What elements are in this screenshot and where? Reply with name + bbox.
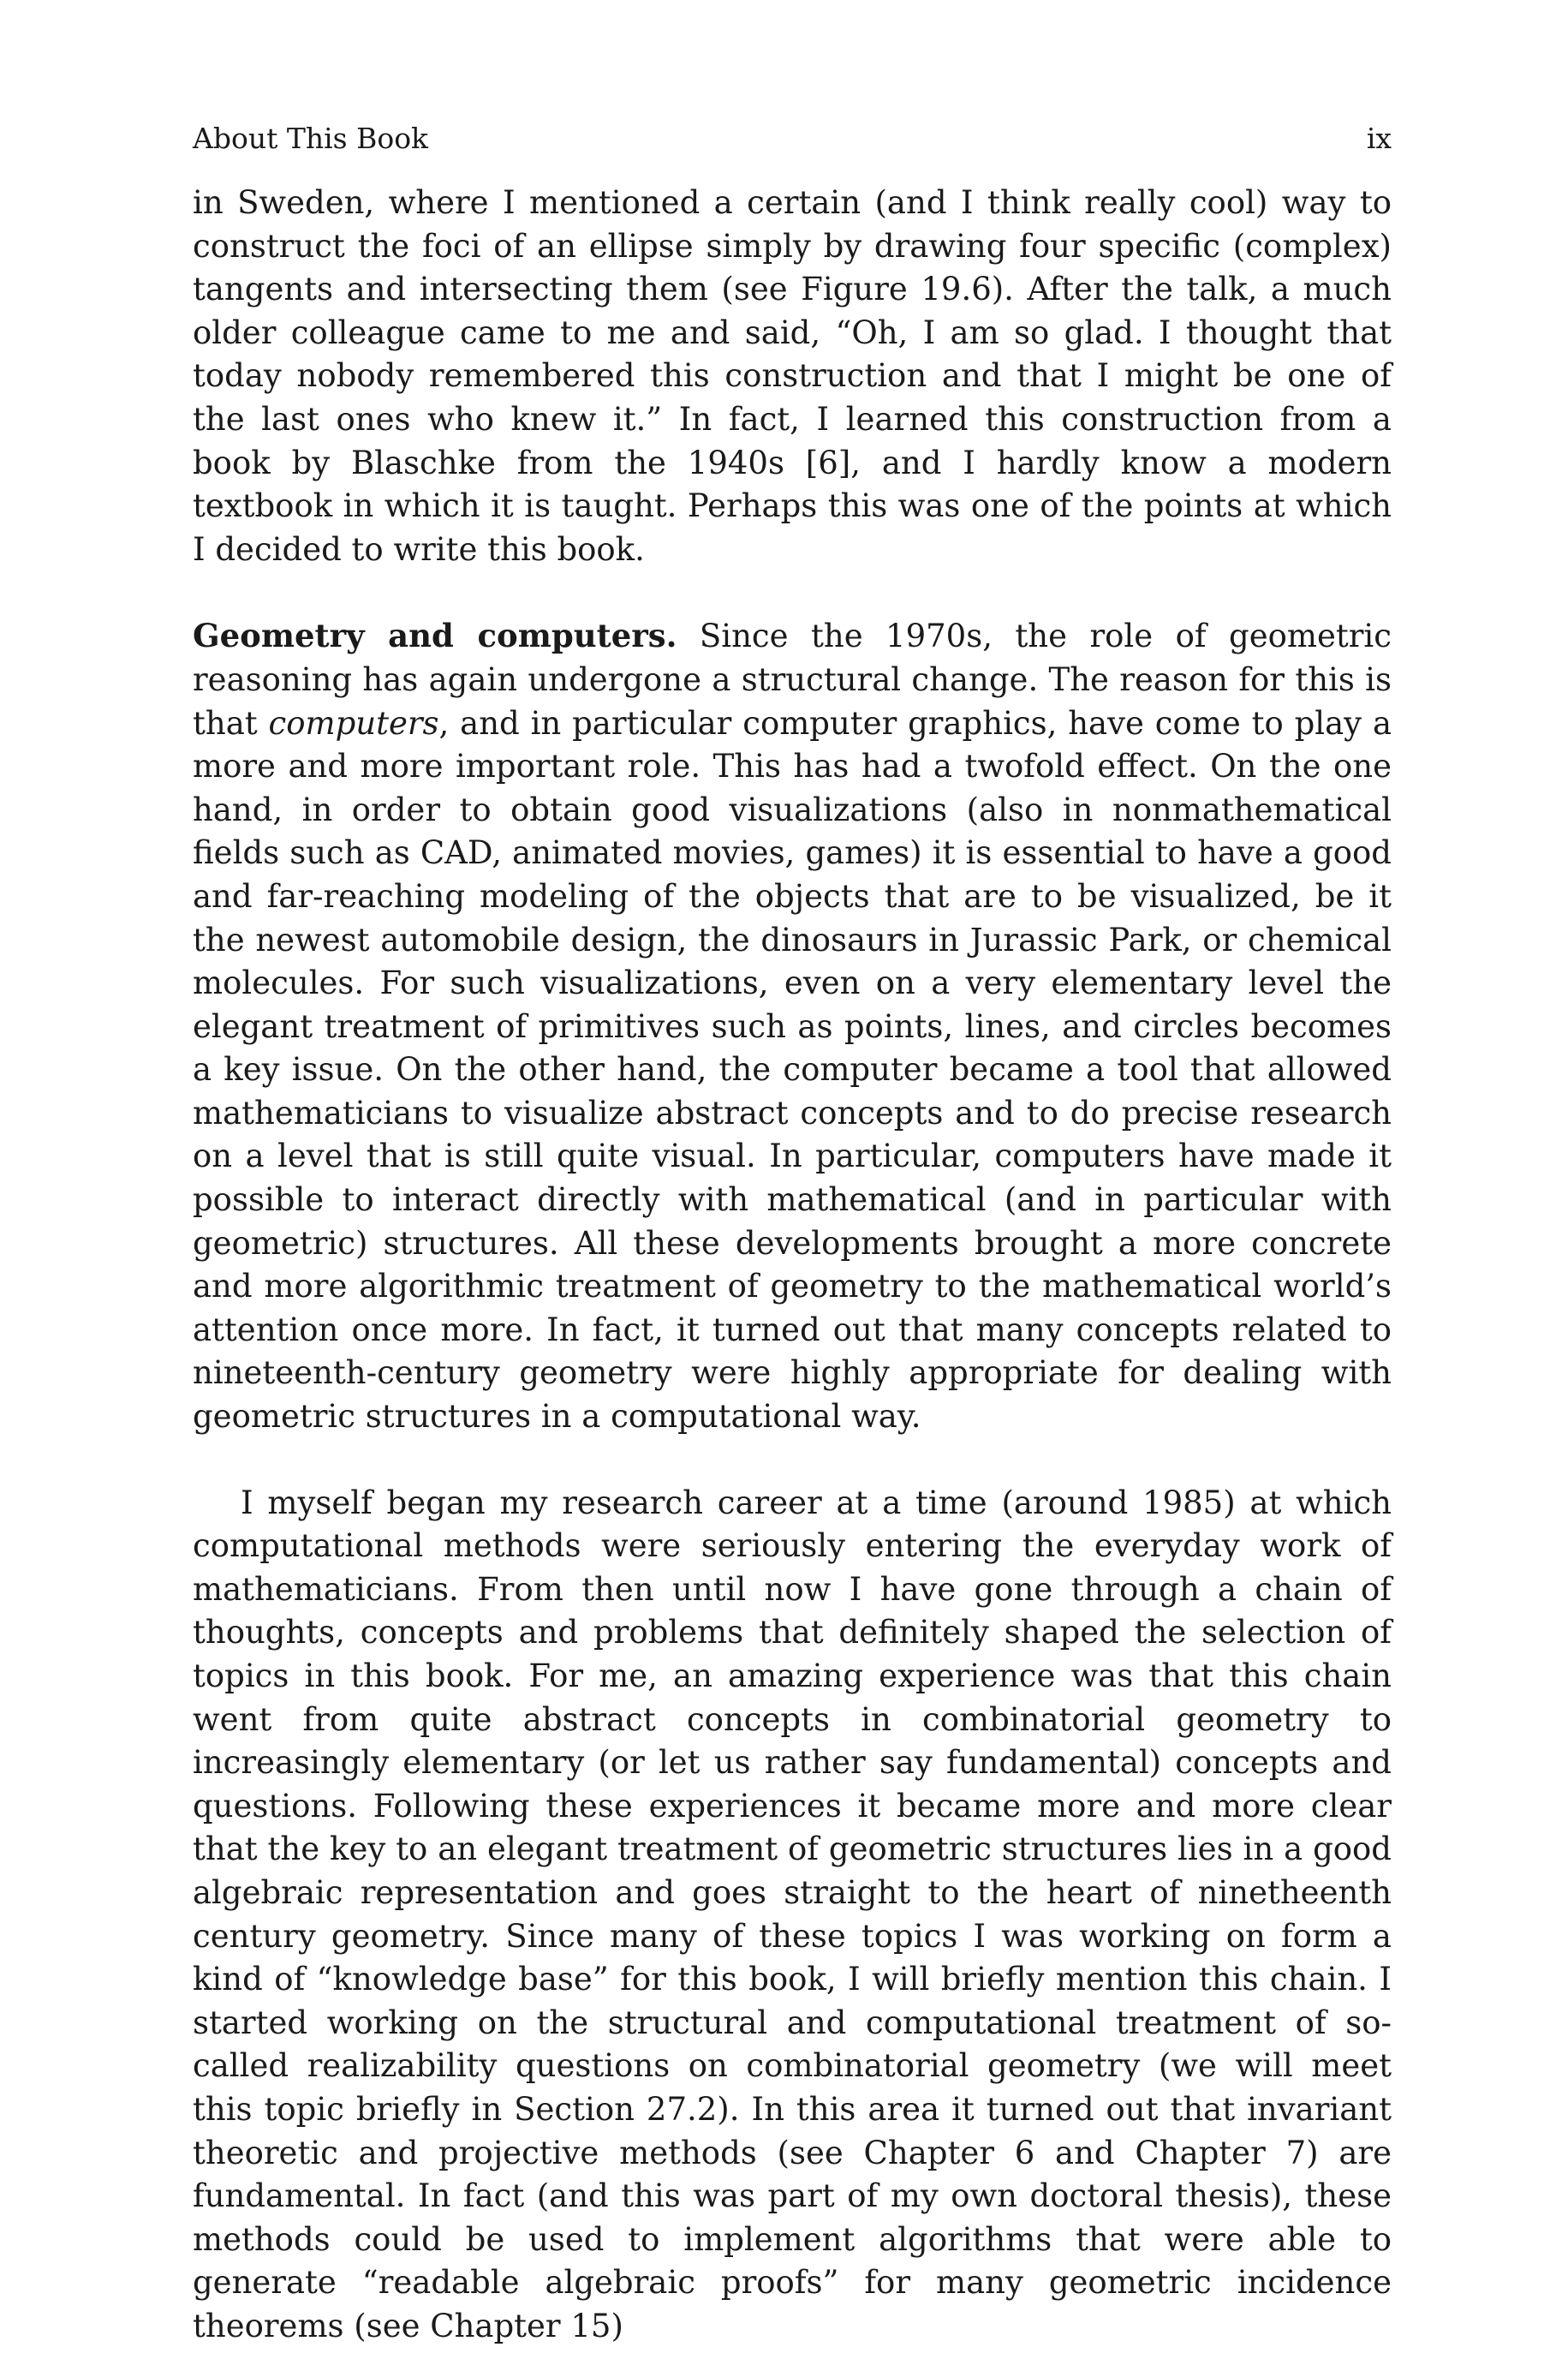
running-head-title: About This Book: [193, 122, 429, 155]
page-number: ix: [1366, 122, 1392, 155]
paragraph-2-text-start: Since the 1970s, the role of geometric reasoning has again undergone a structural change. The reason for this is that: [193, 618, 1392, 742]
body-text: [193, 182, 1392, 2349]
paragraph-3: I myself began my research career at a time (around 1985) at which computational methods were seriously entering the everyday work of mathematicians. From then until now I have gone through a chain of thoughts, concepts and problems that definitely shaped the selection of topics in this book. For me, an amazing experience was that this chain went from quite abstract concepts in combinatorial geometry to increasingly elementary (or let us rather say fundamental) concepts and questions. Following these experiences it became more and more clear that the key to an elegant treatment of geometric structures lies in a good algebraic representation and goes straight to the heart of ninetheenth century geometry. Since many of these topics I was working on form a kind of “knowledge base” for this book, I will briefly mention this chain. I started working on the structural and computational treatment of so-called realizability questions on combinatorial geometry (we will meet this topic briefly in Section 27.2). In this area it turned out that invariant theoretic and projective methods (see Chapter 6 and Chapter 7) are fundamental. In fact (and this was part of my own doctoral thesis), these methods could be used to implement algorithms that were able to generate “readable algebraic proofs” for many geometric incidence theorems (see Chapter 15): [193, 1484, 1392, 2344]
paragraph-gap: [193, 1439, 1392, 1482]
section-gap: [193, 571, 1392, 614]
paragraph-2-text-rest: , and in particular computer graphics, have come to play a more and more important role. This has had a twofold effect. On the one hand, in order to obtain good visualizations (also in nonmathematical fields such as CAD, animated movies, games) it is essential to have a good and far-reaching modeling of the objects that are to be visualized, be it the newest automobile design, the dinosaurs in Jurassic Park, or chemical molecules. For such visualizations, even on a very elementary level the elegant treatment of primitives such as points, lines, and circles becomes a key issue. On the other hand, the computer became a tool that allowed mathematicians to visualize abstract concepts and to do precise research on a level that is still quite visual. In particular, computers have made it possible to interact directly with mathematical (and in particular with geometric) structures. All these developments brought a more concrete and more algorithmic treatment of geometry to the mathematical world’s attention once more. In fact, it turned out that many concepts related to nineteenth-century geometry were highly appropriate for dealing with geometric structures in a computational way.: [193, 704, 1392, 1436]
running-header: [193, 120, 1392, 158]
book-page: [193, 120, 1392, 2349]
emphasis-computers: computers: [268, 704, 439, 742]
run-in-heading: Geometry and computers.: [193, 617, 677, 655]
paragraph-1: in Sweden, where I mentioned a certain (and I think really cool) way to construct the foci of an ellipse simply by drawing four specific (complex) tangents and intersecting them (see Figure 19.6). After the talk, a much older colleague came to me and said, “Oh, I am so glad. I thought that today nobody remembered this construction and that I might be one of the last ones who knew it.” In fact, I learned this construction from a book by Blaschke from the 1940s [6], and I hardly know a modern textbook in which it is taught. Perhaps this was one of the points at which I decided to write this book.: [193, 184, 1392, 568]
paragraph-2: [193, 614, 1392, 1438]
